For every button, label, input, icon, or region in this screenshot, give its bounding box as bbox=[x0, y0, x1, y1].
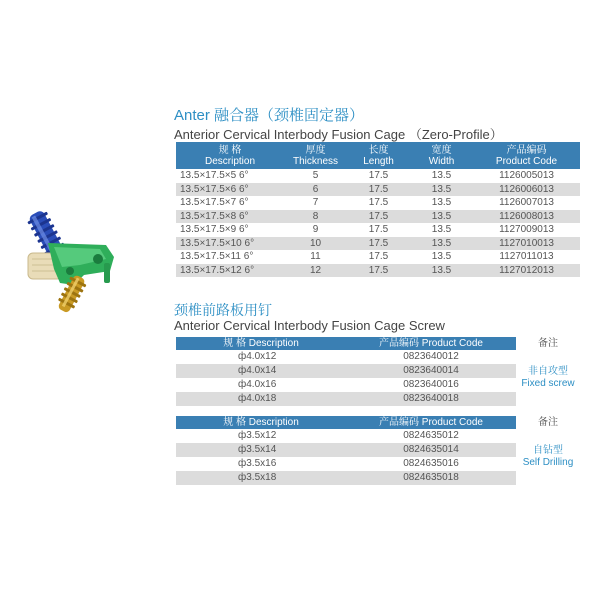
cell-thickness: 9 bbox=[284, 223, 347, 237]
cell-length: 17.5 bbox=[347, 196, 410, 210]
cell-product-code: 1127011013 bbox=[473, 250, 580, 264]
cell-width: 13.5 bbox=[410, 169, 473, 183]
cell-spec: ф3.5x12 bbox=[176, 429, 346, 443]
remark-fixed-screw: 非自攻型 Fixed screw bbox=[516, 350, 580, 406]
cell-thickness: 10 bbox=[284, 237, 347, 251]
header-product-code: 产品编码 Product Code bbox=[346, 337, 516, 350]
header-product-code: 产品编码 Product Code bbox=[346, 416, 516, 429]
header-spec: 规 格 Description bbox=[176, 337, 346, 350]
header-length: 长度 Length bbox=[347, 142, 410, 169]
cell-product-code: 1126007013 bbox=[473, 196, 580, 210]
cell-length: 17.5 bbox=[347, 250, 410, 264]
screw-table-header bbox=[176, 337, 580, 350]
table-row bbox=[176, 264, 580, 278]
cell-description: 13.5×17.5×12 6° bbox=[176, 264, 284, 278]
header-product-code: 产品编码 Product Code bbox=[473, 142, 580, 169]
cell-product-code: 0823640014 bbox=[346, 364, 516, 378]
cage-table-header bbox=[176, 142, 580, 169]
cell-spec: ф4.0x16 bbox=[176, 378, 346, 392]
cell-product-code: 1126005013 bbox=[473, 169, 580, 183]
cell-thickness: 5 bbox=[284, 169, 347, 183]
cell-spec: ф3.5x16 bbox=[176, 457, 346, 471]
cell-product-code: 0823640018 bbox=[346, 392, 516, 406]
header-thickness: 厚度 Thickness bbox=[284, 142, 347, 169]
table-row bbox=[176, 429, 580, 443]
cell-width: 13.5 bbox=[410, 237, 473, 251]
cervical-cage-implant-icon bbox=[14, 205, 129, 317]
table-row bbox=[176, 350, 580, 364]
screw-table-header bbox=[176, 416, 580, 429]
cell-product-code: 0824635014 bbox=[346, 443, 516, 457]
cell-spec: ф4.0x12 bbox=[176, 350, 346, 364]
cell-spec: ф3.5x14 bbox=[176, 443, 346, 457]
cell-spec: ф3.5x18 bbox=[176, 471, 346, 485]
header-note: 备注 bbox=[516, 337, 580, 350]
cell-description: 13.5×17.5×11 6° bbox=[176, 250, 284, 264]
cell-description: 13.5×17.5×10 6° bbox=[176, 237, 284, 251]
cell-width: 13.5 bbox=[410, 223, 473, 237]
remark-self-drilling: 自钻型 Self Drilling bbox=[516, 429, 580, 485]
cage-title-en: Anterior Cervical Interbody Fusion Cage （Zero-Profile） bbox=[174, 127, 503, 142]
cell-width: 13.5 bbox=[410, 264, 473, 278]
cell-spec: ф4.0x18 bbox=[176, 392, 346, 406]
table-row bbox=[176, 210, 580, 224]
cell-thickness: 8 bbox=[284, 210, 347, 224]
cell-product-code: 1127010013 bbox=[473, 237, 580, 251]
cell-description: 13.5×17.5×5 6° bbox=[176, 169, 284, 183]
cell-length: 17.5 bbox=[347, 183, 410, 197]
cell-length: 17.5 bbox=[347, 169, 410, 183]
cell-description: 13.5×17.5×9 6° bbox=[176, 223, 284, 237]
fixed-screw-table bbox=[176, 337, 580, 406]
cell-thickness: 6 bbox=[284, 183, 347, 197]
header-width: 宽度 Width bbox=[410, 142, 473, 169]
cell-width: 13.5 bbox=[410, 183, 473, 197]
self-drilling-screw-table bbox=[176, 416, 580, 485]
header-spec: 规 格 Description bbox=[176, 416, 346, 429]
header-description: 规 格 Description bbox=[176, 142, 284, 169]
cell-length: 17.5 bbox=[347, 264, 410, 278]
cell-description: 13.5×17.5×6 6° bbox=[176, 183, 284, 197]
cell-product-code: 1127012013 bbox=[473, 264, 580, 278]
cage-spec-table bbox=[176, 142, 580, 277]
cell-product-code: 1126006013 bbox=[473, 183, 580, 197]
cell-product-code: 0823640016 bbox=[346, 378, 516, 392]
table-row bbox=[176, 237, 580, 251]
cell-width: 13.5 bbox=[410, 250, 473, 264]
cell-product-code: 0823640012 bbox=[346, 350, 516, 364]
cell-product-code: 0824635012 bbox=[346, 429, 516, 443]
cell-thickness: 11 bbox=[284, 250, 347, 264]
table-row bbox=[176, 250, 580, 264]
cell-length: 17.5 bbox=[347, 237, 410, 251]
cell-description: 13.5×17.5×8 6° bbox=[176, 210, 284, 224]
cell-thickness: 12 bbox=[284, 264, 347, 278]
cell-width: 13.5 bbox=[410, 196, 473, 210]
cell-description: 13.5×17.5×7 6° bbox=[176, 196, 284, 210]
cell-length: 17.5 bbox=[347, 210, 410, 224]
screw-title-cn: 颈椎前路板用钉 bbox=[174, 302, 272, 318]
table-row bbox=[176, 223, 580, 237]
cell-length: 17.5 bbox=[347, 223, 410, 237]
header-note: 备注 bbox=[516, 416, 580, 429]
screw-title-en: Anterior Cervical Interbody Fusion Cage Screw bbox=[174, 318, 445, 333]
table-row bbox=[176, 183, 580, 197]
cage-title-cn: Anter 融合器（颈椎固定器） bbox=[174, 107, 365, 124]
cell-width: 13.5 bbox=[410, 210, 473, 224]
cell-spec: ф4.0x14 bbox=[176, 364, 346, 378]
cell-product-code: 1126008013 bbox=[473, 210, 580, 224]
table-row bbox=[176, 169, 580, 183]
table-row bbox=[176, 196, 580, 210]
cell-thickness: 7 bbox=[284, 196, 347, 210]
cell-product-code: 0824635018 bbox=[346, 471, 516, 485]
cell-product-code: 0824635016 bbox=[346, 457, 516, 471]
cell-product-code: 1127009013 bbox=[473, 223, 580, 237]
